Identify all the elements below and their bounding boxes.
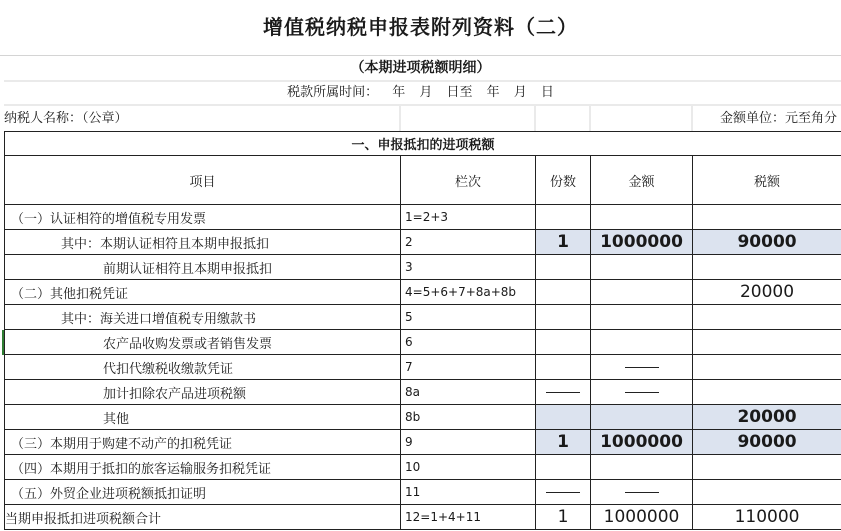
row-item-label[interactable]: 其中：本期认证相符且本期申报抵扣 [5,230,401,255]
copies-dash-cell[interactable] [536,480,591,505]
copies-cell[interactable] [536,280,591,305]
row-line-code[interactable]: 8a [401,380,536,405]
amount-cell[interactable] [591,330,693,355]
input-tax-table [4,131,841,530]
section-title[interactable]: 一、申报抵扣的进项税额 [5,132,841,156]
row-item-label[interactable]: （一）认证相符的增值税专用发票 [5,205,401,230]
amount-cell[interactable] [591,280,693,305]
row-line-code[interactable]: 5 [401,305,536,330]
tax-cell[interactable]: 110000 [693,505,841,530]
table-row [5,305,841,330]
table-row [5,330,841,355]
form-subtitle: （本期进项税额明细） [350,60,491,76]
row-line-code[interactable]: 2 [401,230,536,255]
amount-unit-label: 金额单位：元至角分 [719,111,837,126]
dash-mark [625,492,659,493]
row-line-code[interactable]: 8b [401,405,536,430]
tax-cell[interactable]: 90000 [693,430,841,455]
table-row [5,205,841,230]
column-header-line[interactable]: 栏次 [401,156,536,205]
tax-cell[interactable] [693,355,841,380]
tax-cell[interactable] [693,305,841,330]
form-title: 增值税纳税申报表附列资料（二） [0,0,841,56]
table-row [5,280,841,305]
tax-cell[interactable] [693,330,841,355]
taxpayer-row [0,106,841,131]
table-row [5,405,841,430]
column-header-amount[interactable]: 金额 [591,156,693,205]
row-line-code[interactable]: 12=1+4+11 [401,505,536,530]
dash-mark [625,392,659,393]
row-line-code[interactable]: 3 [401,255,536,280]
amount-cell[interactable] [591,455,693,480]
row-item-label[interactable]: （五）外贸企业进项税额抵扣证明 [5,480,401,505]
amount-cell[interactable] [591,205,693,230]
table-row [5,430,841,455]
tax-cell[interactable] [693,255,841,280]
row-line-code[interactable]: 10 [401,455,536,480]
column-header-row [5,156,841,205]
row-item-label[interactable]: 当期申报抵扣进项税额合计 [5,505,401,530]
amount-dash-cell[interactable] [591,480,693,505]
row-line-code[interactable]: 1=2+3 [401,205,536,230]
amount-cell[interactable] [591,255,693,280]
row-item-label[interactable]: 其他 [5,405,401,430]
dash-mark [625,367,659,368]
tax-cell[interactable] [693,480,841,505]
row-item-label[interactable]: 其中：海关进口增值税专用缴款书 [5,305,401,330]
row-line-code[interactable]: 11 [401,480,536,505]
copies-cell[interactable]: 1 [536,230,591,255]
tax-cell[interactable]: 20000 [693,280,841,305]
row-item-label[interactable]: （四）本期用于抵扣的旅客运输服务扣税凭证 [5,455,401,480]
tax-cell[interactable] [693,205,841,230]
copies-dash-cell[interactable] [536,380,591,405]
copies-cell[interactable] [536,205,591,230]
row-item-label[interactable]: （二）其他扣税凭证 [5,280,401,305]
copies-cell[interactable] [536,255,591,280]
table-row [5,455,841,480]
row-item-label[interactable]: 农产品收购发票或者销售发票 [5,330,401,355]
amount-dash-cell[interactable] [591,355,693,380]
row-item-label[interactable]: 加计扣除农产品进项税额 [5,380,401,405]
row-item-label[interactable]: （三）本期用于购建不动产的扣税凭证 [5,430,401,455]
tax-cell[interactable]: 90000 [693,230,841,255]
table-row [5,255,841,280]
copies-cell[interactable] [536,330,591,355]
copies-cell[interactable]: 1 [536,430,591,455]
table-row [5,380,841,405]
amount-cell[interactable]: 1000000 [591,430,693,455]
tax-cell[interactable] [693,380,841,405]
table-row-total [5,505,841,530]
amount-cell[interactable] [591,405,693,430]
dash-mark [546,492,580,493]
copies-cell[interactable] [536,355,591,380]
copies-cell[interactable]: 1 [536,505,591,530]
tax-period: 税款所属时间： 年 月 日至 年 月 日 [287,85,554,100]
row-item-label[interactable]: 代扣代缴税收缴款凭证 [5,355,401,380]
column-header-item[interactable]: 项目 [5,156,401,205]
row-line-code[interactable]: 4=5+6+7+8a+8b [401,280,536,305]
table-row [5,355,841,380]
row-item-label[interactable]: 前期认证相符且本期申报抵扣 [5,255,401,280]
taxpayer-name-label: 纳税人名称：（公章） [4,111,128,126]
copies-cell[interactable] [536,305,591,330]
table-row [5,480,841,505]
amount-cell[interactable]: 1000000 [591,505,693,530]
row-line-code[interactable]: 7 [401,355,536,380]
amount-cell[interactable] [591,305,693,330]
amount-cell[interactable]: 1000000 [591,230,693,255]
section-header-row [5,132,841,156]
tax-cell[interactable]: 20000 [693,405,841,430]
row-line-code[interactable]: 9 [401,430,536,455]
tax-cell[interactable] [693,455,841,480]
table-row [5,230,841,255]
copies-cell[interactable] [536,455,591,480]
dash-mark [546,392,580,393]
amount-dash-cell[interactable] [591,380,693,405]
column-header-copies[interactable]: 份数 [536,156,591,205]
row-line-code[interactable]: 6 [401,330,536,355]
column-header-tax[interactable]: 税额 [693,156,841,205]
copies-cell[interactable] [536,405,591,430]
